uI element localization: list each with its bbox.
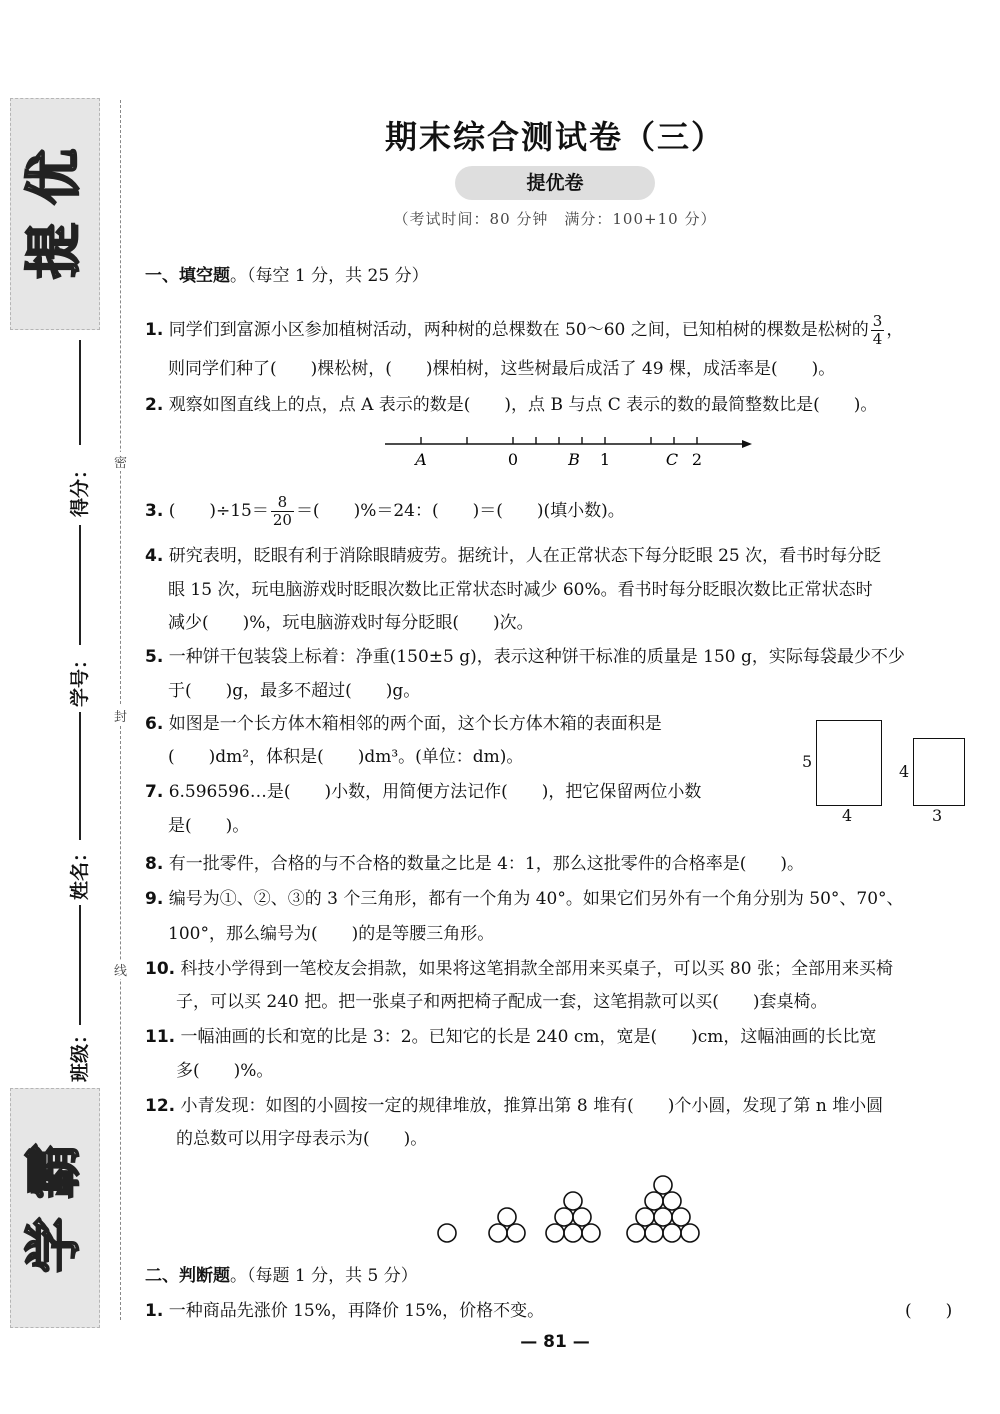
- section-title: 二、判断题: [145, 1266, 230, 1286]
- question-number: 10.: [145, 959, 176, 979]
- small-circle: [645, 1192, 663, 1210]
- small-circle: [636, 1208, 654, 1226]
- numberline-label-0: 0: [507, 450, 519, 469]
- question-text: 一种饼干包装袋上标着：净重(150±5 g)，表示这种饼干标准的质量是 150 g，实际每袋最少不少: [168, 647, 905, 667]
- brand-box-bottom: [10, 1088, 100, 1328]
- question-text: 一幅油画的长和宽的比是 3：2。已知它的长是 240 cm，宽是( )cm，这幅油画的长比宽: [180, 1027, 877, 1047]
- badge: 提优卷: [455, 166, 655, 200]
- question-text: 有一批零件，合格的与不合格的数量之比是 4：1，那么这批零件的合格率是( )。: [168, 854, 805, 874]
- small-circle: [438, 1224, 456, 1242]
- question-12: [145, 1094, 883, 1118]
- numberline-label-b: B: [568, 450, 580, 469]
- numberline-label-c: C: [665, 450, 679, 469]
- question-2: [145, 393, 877, 417]
- page-number: — 81 —: [520, 1332, 590, 1352]
- section-note: 。（每空 1 分，共 25 分）: [230, 266, 429, 286]
- student-no-label: 学号：: [69, 649, 92, 708]
- judge-question-1: [145, 1299, 544, 1323]
- question-text: ，: [886, 320, 904, 340]
- small-circle: [564, 1224, 582, 1242]
- question-text: 编号为①、②、③的 3 个三角形，都有一个角为 40°。如果它们另外有一个角分别为 50°、70°、: [168, 889, 904, 909]
- small-circle: [582, 1224, 600, 1242]
- name-line: [79, 712, 81, 840]
- section-heading: [145, 1264, 418, 1288]
- question-5: [145, 645, 905, 669]
- small-circle: [663, 1224, 681, 1242]
- question-10-line2: 子，可以买 240 把。把一张桌子和两把椅子配成一套，这笔捐款可以买( )套桌椅。: [176, 992, 828, 1012]
- question-text: 6.596596…是( )小数，用简便方法记作( )，把它保留两位小数: [168, 782, 702, 802]
- question-number: 4.: [145, 546, 164, 566]
- class-line: [79, 905, 81, 1025]
- small-circle: [672, 1208, 690, 1226]
- question-text: 观察如图直线上的点，点 A 表示的数是( )，点 B 与点 C 表示的数的最简整数比是( )。: [168, 395, 878, 415]
- answer-box: ( ): [905, 1301, 953, 1321]
- question-1-line2: 则同学们种了( )棵松树，( )棵柏树，这些树最后成活了 49 棵，成活率是( )。: [168, 359, 836, 379]
- small-circle: [489, 1224, 507, 1242]
- number-line: [380, 432, 760, 472]
- numberline-label-1: 1: [599, 450, 611, 469]
- box-label-right-height: 4: [899, 762, 910, 781]
- class-label: 班级：: [69, 1024, 92, 1083]
- seal-char: 封: [114, 706, 127, 725]
- question-number: 9.: [145, 889, 164, 909]
- brand-char: 优: [22, 149, 87, 205]
- small-circle: [498, 1208, 516, 1226]
- section-heading: [145, 264, 429, 288]
- small-circle: [546, 1224, 564, 1242]
- box-label-left-width: 4: [842, 806, 853, 825]
- question-11-line2: 多( )%。: [176, 1061, 274, 1081]
- question-4-line2: 眼 15 次，玩电脑游戏时眨眼次数比正常状态时减少 60%。看书时每分眨眼次数比正常状态时: [168, 580, 873, 600]
- question-text: 一种商品先涨价 15%，再降价 15%，价格不变。: [168, 1301, 545, 1321]
- box-label-right-width: 3: [932, 806, 943, 825]
- small-circle: [627, 1224, 645, 1242]
- fraction-denominator: 20: [272, 511, 292, 529]
- question-7-line2: 是( )。: [168, 816, 250, 836]
- question-number: 7.: [145, 782, 164, 802]
- question-11: [145, 1025, 876, 1049]
- question-number: 11.: [145, 1027, 176, 1047]
- small-circle: [681, 1224, 699, 1242]
- student-no-line: [79, 525, 81, 645]
- question-number: 6.: [145, 714, 164, 734]
- question-6-line2: ( )dm²，体积是( )dm³。(单位：dm)。: [168, 747, 524, 767]
- question-6: [145, 712, 662, 736]
- brand-char: 学: [22, 1217, 87, 1273]
- question-8: [145, 852, 804, 876]
- name-label: 姓名：: [69, 842, 92, 901]
- fraction: [871, 313, 885, 348]
- small-circle: [507, 1224, 525, 1242]
- small-circle: [663, 1192, 681, 1210]
- small-circle: [654, 1208, 672, 1226]
- question-number: 3.: [145, 501, 164, 521]
- small-circle: [654, 1176, 672, 1194]
- circle-piles-figure: [425, 1160, 715, 1250]
- question-number: 8.: [145, 854, 164, 874]
- seal-char: 线: [114, 960, 127, 979]
- question-text: 小青发现：如图的小圆按一定的规律堆放，推算出第 8 堆有( )个小圆，发现了第 n 堆小圆: [180, 1096, 884, 1116]
- section-title: 一、填空题: [145, 266, 230, 286]
- box-face-side: [913, 738, 965, 806]
- fraction-numerator: 8: [277, 493, 288, 511]
- brand-char: 提: [22, 223, 87, 279]
- small-circle: [555, 1208, 573, 1226]
- seal-char: 密: [114, 452, 127, 471]
- question-10: [145, 957, 893, 981]
- question-text: 如图是一个长方体木箱相邻的两个面，这个长方体木箱的表面积是: [168, 714, 662, 734]
- box-label-left-height: 5: [802, 752, 813, 771]
- question-text: ＝( )%＝24：( )＝( )(填小数)。: [295, 501, 625, 521]
- question-number: 5.: [145, 647, 164, 667]
- page-title: 期末综合测试卷（三）: [384, 118, 725, 156]
- question-1: [145, 313, 903, 348]
- question-text: 科技小学得到一笔校友会捐款，如果将这笔捐款全部用来买桌子，可以买 80 张；全部用来买椅: [180, 959, 893, 979]
- question-9: [145, 887, 904, 911]
- section-note: 。（每题 1 分，共 5 分）: [230, 1266, 418, 1286]
- score-label: 得分：: [69, 459, 92, 518]
- question-text: 研究表明，眨眼有利于消除眼睛疲劳。据统计，人在正常状态下每分眨眼 25 次，看书时每分眨: [168, 546, 882, 566]
- question-9-line2: 100°，那么编号为( )的是等腰三角形。: [168, 924, 495, 944]
- question-7: [145, 780, 701, 804]
- question-number: 1.: [145, 1301, 164, 1321]
- exam-info: （考试时间：80 分钟 满分：100+10 分）: [393, 210, 717, 228]
- question-4: [145, 544, 881, 568]
- box-face-front: [816, 720, 882, 806]
- score-line: [79, 340, 81, 445]
- numberline-label-2: 2: [691, 450, 703, 469]
- brand-char: 霸: [22, 1143, 87, 1199]
- question-number: 1.: [145, 320, 164, 340]
- numberline-label-a: A: [415, 450, 427, 469]
- question-text: 同学们到富源小区参加植树活动，两种树的总棵数在 50～60 之间，已知柏树的棵数是松树的: [168, 320, 869, 340]
- small-circle: [573, 1208, 591, 1226]
- small-circle: [564, 1192, 582, 1210]
- fraction: [271, 494, 294, 529]
- fraction-numerator: 3: [872, 312, 883, 330]
- question-3: [145, 494, 625, 529]
- small-circle: [645, 1224, 663, 1242]
- question-text: ( )÷15＝: [168, 501, 269, 521]
- question-number: 12.: [145, 1096, 176, 1116]
- question-5-line2: 于( )g，最多不超过( )g。: [168, 681, 421, 701]
- fraction-denominator: 4: [872, 330, 883, 348]
- question-number: 2.: [145, 395, 164, 415]
- question-12-line2: 的总数可以用字母表示为( )。: [176, 1129, 428, 1149]
- question-4-line3: 减少( )%，玩电脑游戏时每分眨眼( )次。: [168, 613, 534, 633]
